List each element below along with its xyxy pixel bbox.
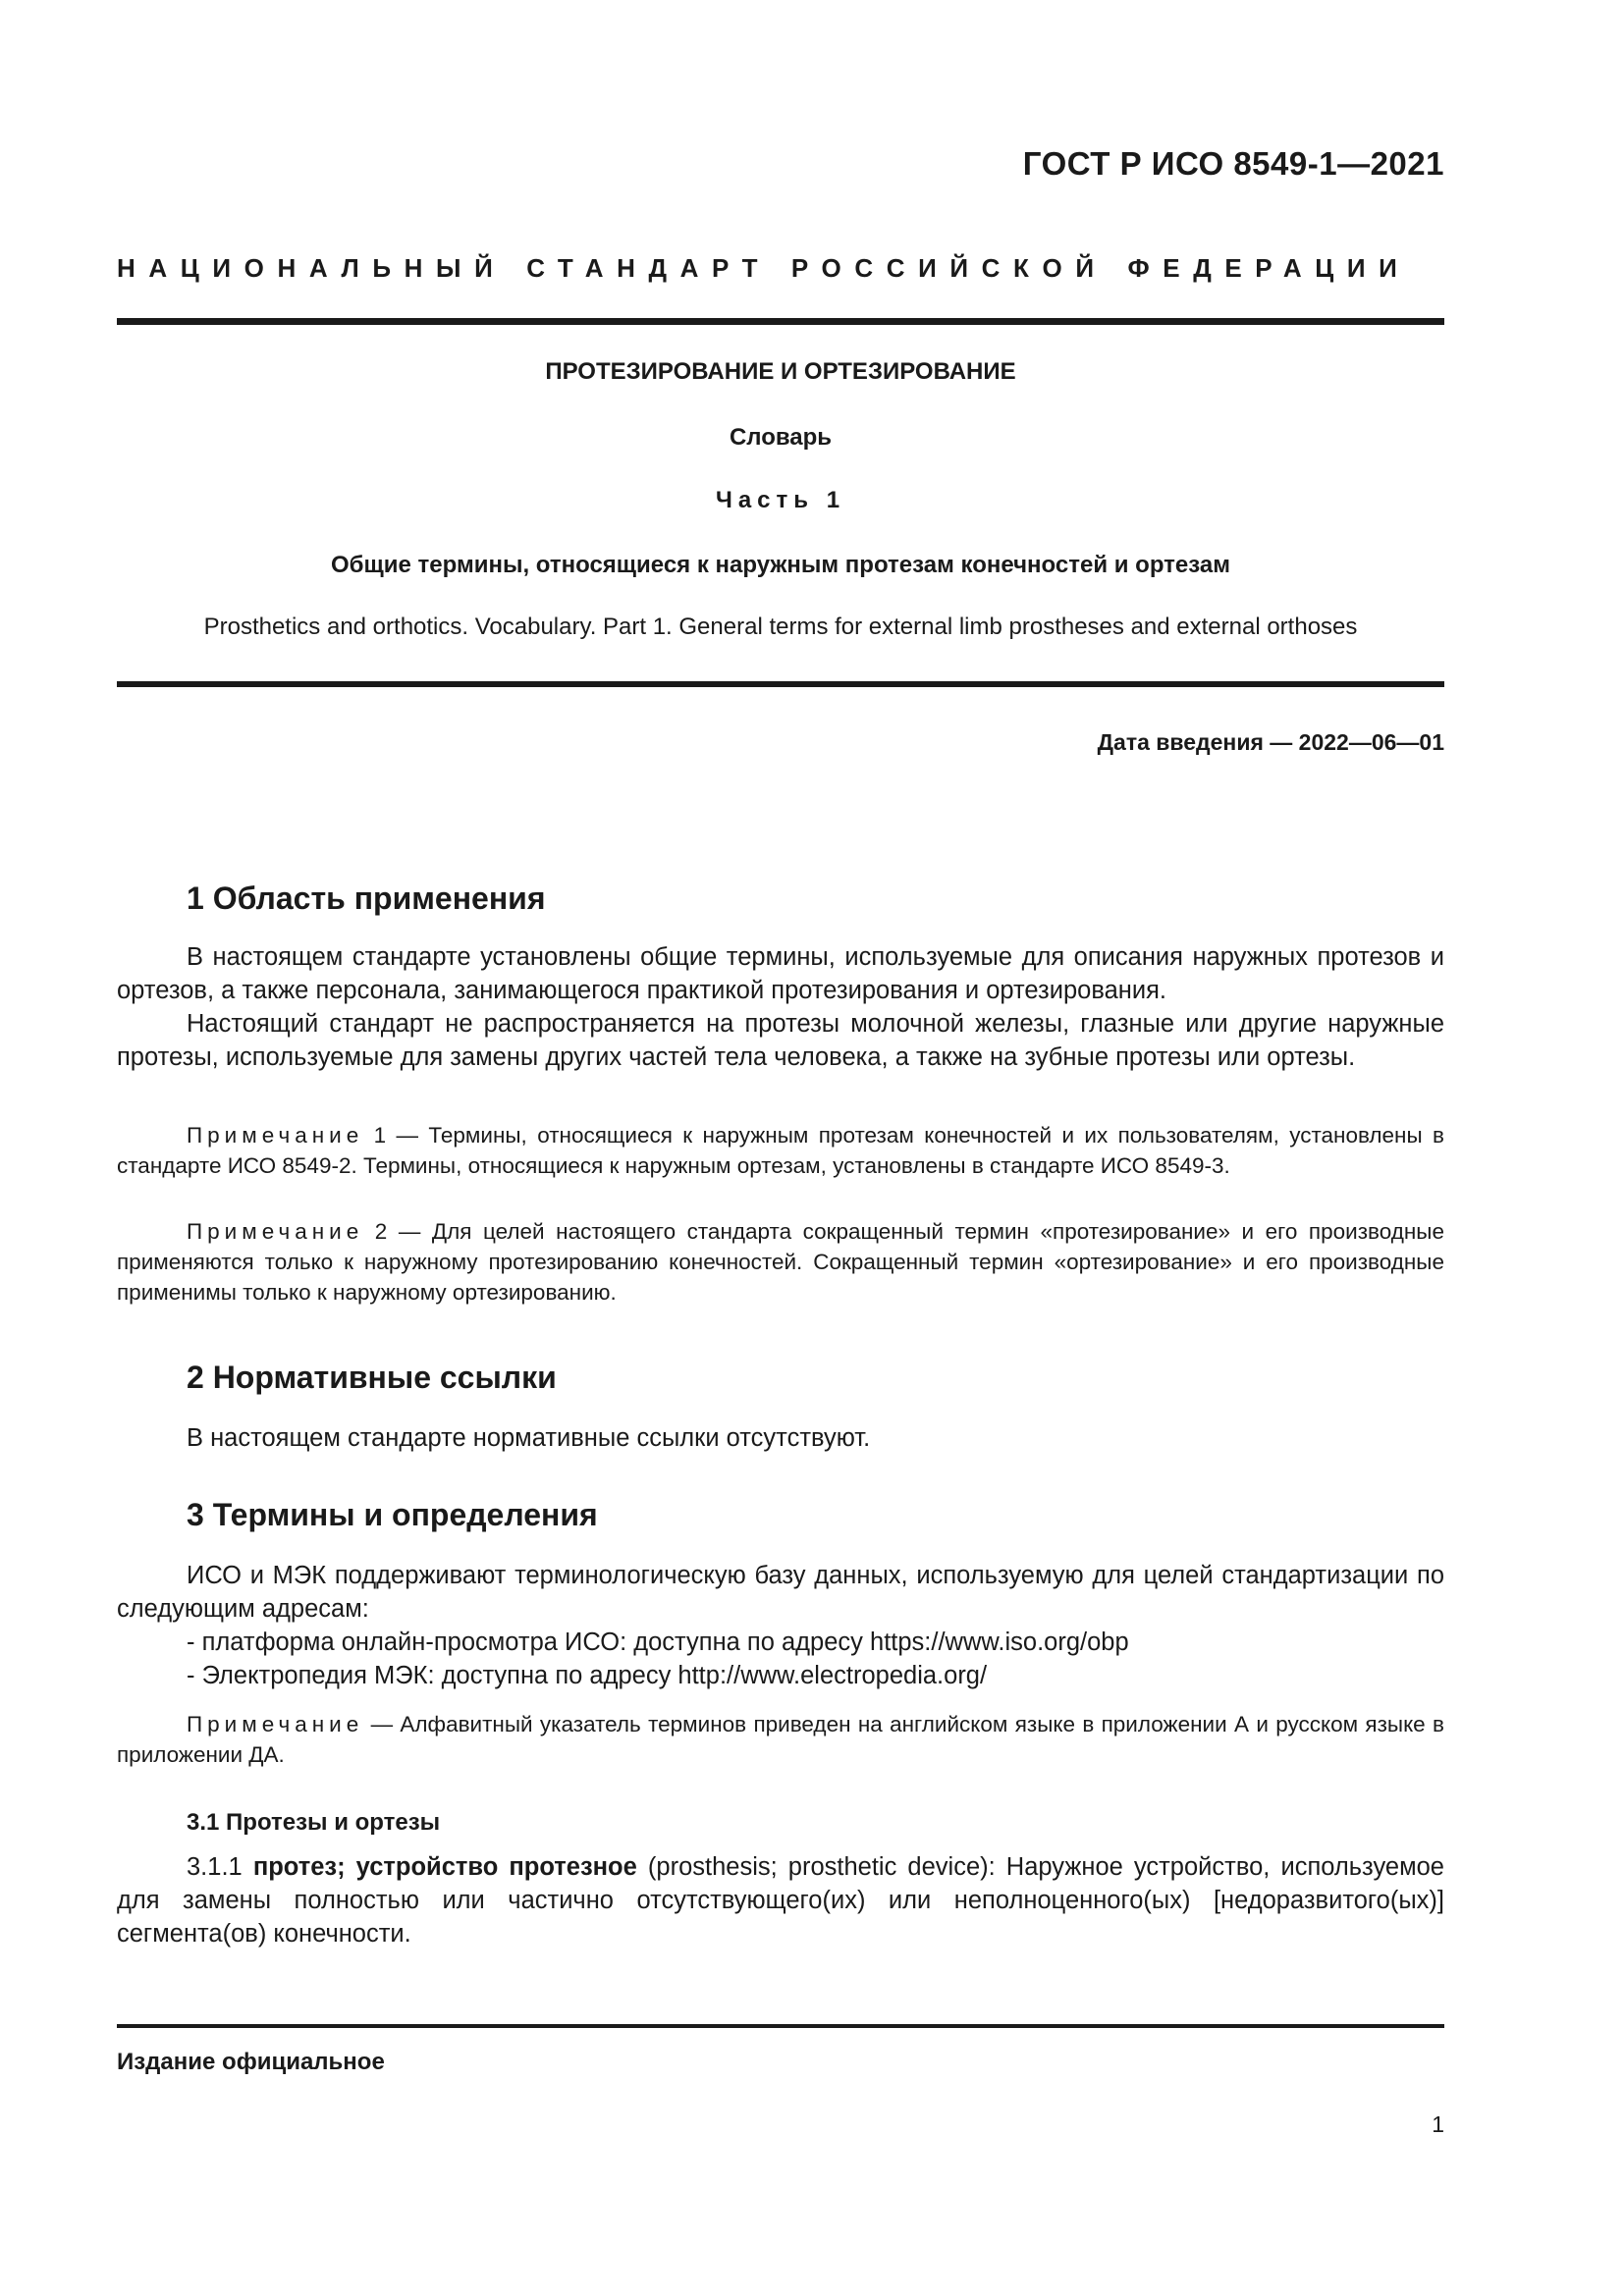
intro-date: Дата введения — 2022—06—01	[1097, 729, 1444, 755]
section-1-paragraph-2: Настоящий стандарт не распространяется на протезы молочной железы, глазные или другие наружные протезы, используемые для замены других частей тела человека, а также на зубные протезы или ортезы.	[117, 1010, 1444, 1071]
list-item: - платформа онлайн-просмотра ИСО: доступна по адресу https://www.iso.org/obp	[187, 1629, 1129, 1656]
standard-id: ГОСТ Р ИСО 8549-1—2021	[1022, 145, 1444, 182]
document-part: Часть 1	[715, 487, 846, 513]
document-subtitle: Общие термины, относящиеся к наружным протезам конечностей и ортезам	[331, 552, 1230, 578]
section-1-note-1: Примечание 1 — Термины, относящиеся к наружным протезам конечностей и их пользователям, установлены в стандарте ИСО 8549-2. Термины, относящиеся к наружным ортезам, установлены в стандарте ИСО 8549-3.	[117, 1123, 1444, 1178]
page-number: 1	[1432, 2111, 1444, 2137]
section-3-paragraph-1: ИСО и МЭК поддерживают терминологическую базу данных, используемую для целей стандартизации по следующим адресам:	[117, 1562, 1444, 1623]
section-3-note: Примечание — Алфавитный указатель терминов приведен на английском языке в приложении А и русском языке в приложении ДА.	[117, 1712, 1444, 1767]
title-rule	[117, 681, 1444, 687]
note-label: Примечание	[187, 1712, 364, 1736]
top-rule	[117, 318, 1444, 325]
document-subtitle-vocabulary: Словарь	[729, 424, 833, 451]
section-2-heading: 2 Нормативные ссылки	[187, 1360, 557, 1395]
subsection-3-1-heading: 3.1 Протезы и ортезы	[187, 1809, 441, 1836]
section-1-heading: 1 Область применения	[187, 881, 546, 916]
term-3-1-1: 3.1.1 протез; устройство протезное (prosthesis; prosthetic device): Наружное устройство, используемое для замены полностью или частично отсутствующего(их) или неполноценного(ых) [недоразвитого(ых)] сегмента(ов) конечности.	[117, 1853, 1444, 1948]
list-item: - Электропедия МЭК: доступна по адресу http://www.electropedia.org/	[187, 1662, 988, 1689]
footer-rule	[117, 2024, 1444, 2028]
section-1-paragraph-1: В настоящем стандарте установлены общие термины, используемые для описания наружных протезов и ортезов, а также персонала, занимающегося практикой протезирования и ортезирования.	[117, 943, 1444, 1004]
document-title: ПРОТЕЗИРОВАНИЕ И ОРТЕЗИРОВАНИЕ	[545, 358, 1016, 385]
english-title: Prosthetics and orthotics. Vocabulary. Part 1. General terms for external limb prostheses and external orthoses	[203, 614, 1358, 640]
national-standard-banner: НАЦИОНАЛЬНЫЙ СТАНДАРТ РОССИЙСКОЙ ФЕДЕРАЦИИ	[117, 253, 1411, 283]
note-label: Примечание	[187, 1123, 364, 1148]
term-name: протез; устройство протезное	[252, 1853, 637, 1881]
official-edition-label: Издание официальное	[117, 2049, 385, 2075]
section-1-note-2: Примечание 2 — Для целей настоящего стандарта сокращенный термин «протезирование» и его производные применяются только к наружному протезированию конечностей. Сокращенный термин «ортезирование» и его производные применимы только к наружному ортезированию.	[117, 1219, 1444, 1305]
section-3-heading: 3 Термины и определения	[187, 1497, 598, 1532]
section-2-paragraph-1: В настоящем стандарте нормативные ссылки отсутствуют.	[187, 1424, 871, 1452]
note-label: Примечание	[187, 1219, 364, 1244]
